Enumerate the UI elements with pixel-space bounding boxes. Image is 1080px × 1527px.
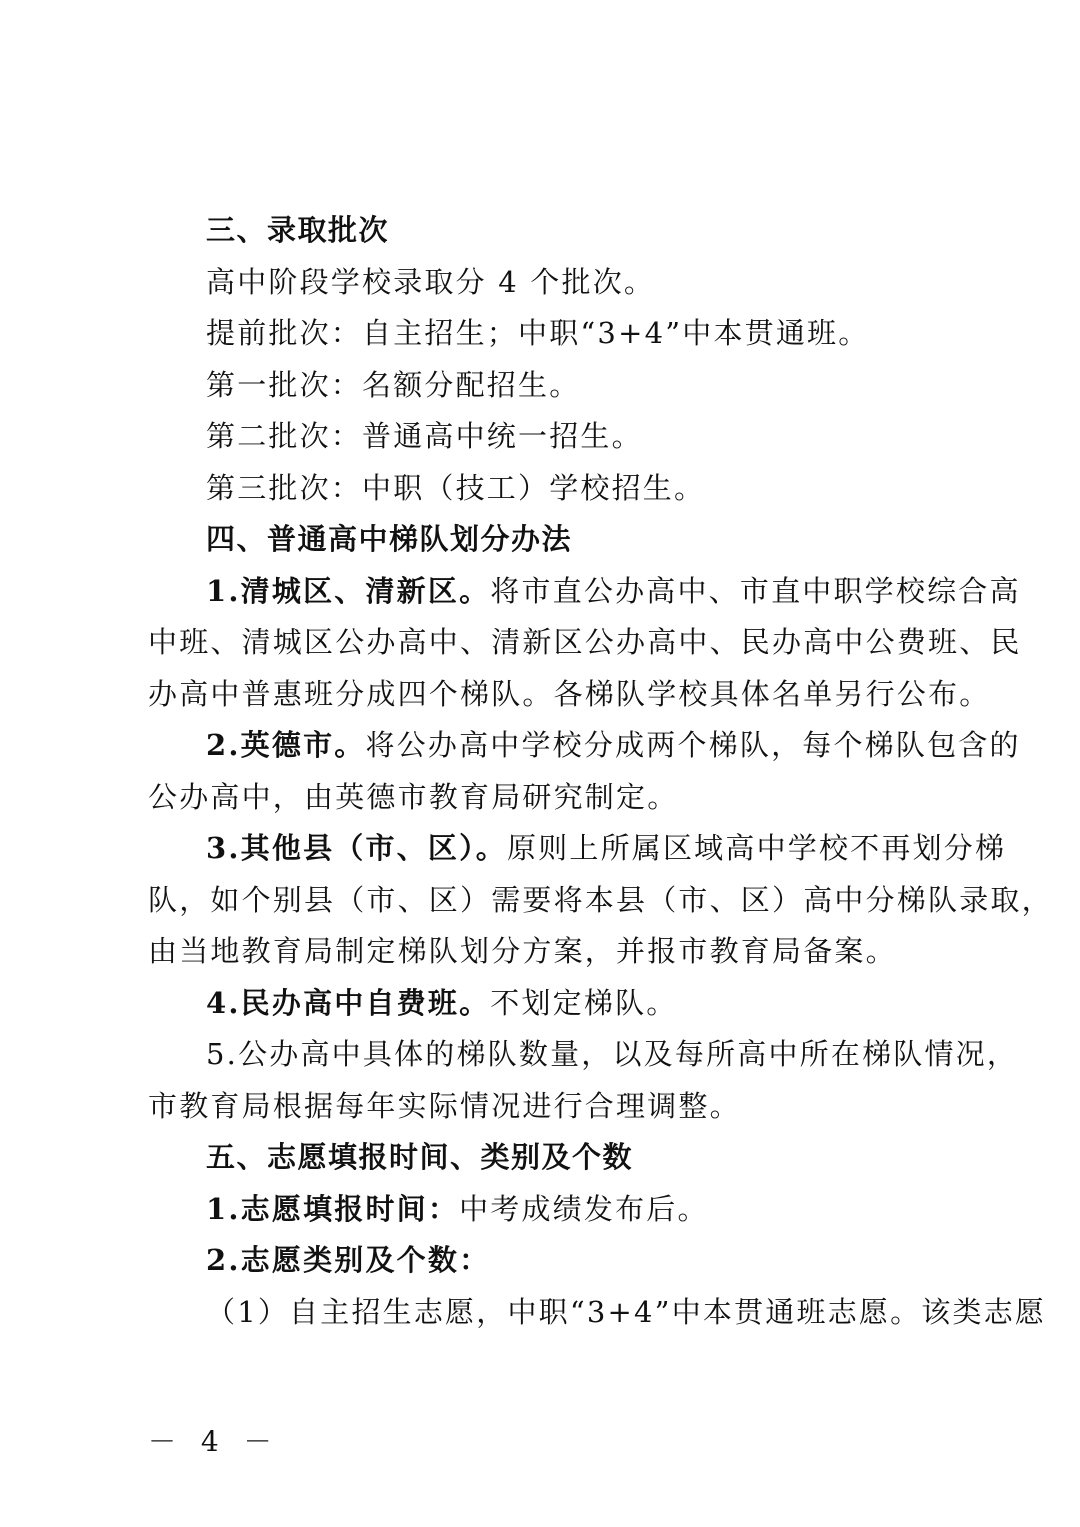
section-5-sub-1: （1）自主招生志愿，中职“3+4”中本贯通班志愿。该类志愿: [206, 1294, 1047, 1329]
item-1-lead: 1.清城区、清新区。: [206, 573, 491, 608]
section-5-heading: 五、志愿填报时间、类别及个数: [206, 1140, 634, 1174]
section-4-item-4: [148, 978, 948, 1030]
document-body: [148, 205, 1053, 1338]
item-2-lead: 2.英德市。: [206, 728, 366, 762]
item-3-lead: 3.其他县（市、区）。: [206, 831, 507, 865]
batch-first: 第一批次：名额分配招生。: [206, 367, 581, 402]
section-5-item-1: [148, 1184, 948, 1236]
item-5-2-lead: 2.志愿类别及个数：: [206, 1243, 491, 1277]
item-3-text: 原则上所属区域高中学校不再划分梯: [506, 831, 1007, 865]
item-2-text: 将公办高中学校分成两个梯队，每个梯队包含的: [365, 728, 1021, 762]
section-4-item-5-line-1: 5.公办高中具体的梯队数量，以及每所高中所在梯队情况，: [206, 1037, 1019, 1071]
batch-third: 第三批次：中职（技工）学校招生。: [206, 470, 706, 505]
section-4-item-1-line-3: 办高中普惠班分成四个梯队。各梯队学校具体名单另行公布。: [148, 676, 991, 711]
item-4-lead: 4.民办高中自费班。: [206, 985, 491, 1020]
section-4-item-1-line-1: [148, 566, 1021, 618]
section-4-item-3-line-3: 由当地教育局制定梯队划分方案，并报市教育局备案。: [148, 934, 897, 968]
item-4-text: 不划定梯队。: [490, 985, 678, 1020]
item-5-1-lead: 1.志愿填报时间：: [206, 1191, 460, 1226]
section-5-item-2: [148, 1235, 948, 1287]
page-number: － 4 －: [148, 1425, 280, 1458]
item-1-text: 将市直公办高中、市直中职学校综合高: [490, 573, 1021, 608]
section-4-item-3-line-2: 队，如个别县（市、区）需要将本县（市、区）高中分梯队录取，: [148, 882, 1053, 917]
batch-second: 第二批次：普通高中统一招生。: [206, 419, 643, 453]
section-4-item-1-line-2: 中班、清城区公办高中、清新区公办高中、民办高中公费班、民: [148, 625, 1022, 659]
section-4-heading: 四、普通高中梯队划分办法: [206, 522, 573, 556]
item-5-1-text: 中考成绩发布后。: [459, 1191, 709, 1226]
batch-advance: 提前批次：自主招生；中职“3+4”中本贯通班。: [206, 316, 870, 350]
section-4-item-2-line-2: 公办高中，由英德市教育局研究制定。: [148, 779, 679, 814]
section-4-item-3-line-1: [148, 823, 1007, 875]
section-3-heading: 三、录取批次: [206, 213, 390, 247]
section-3-intro: 高中阶段学校录取分 4 个批次。: [206, 264, 656, 299]
section-4-item-2-line-1: [148, 720, 1021, 772]
section-4-item-5-line-2: 市教育局根据每年实际情况进行合理调整。: [148, 1088, 741, 1123]
